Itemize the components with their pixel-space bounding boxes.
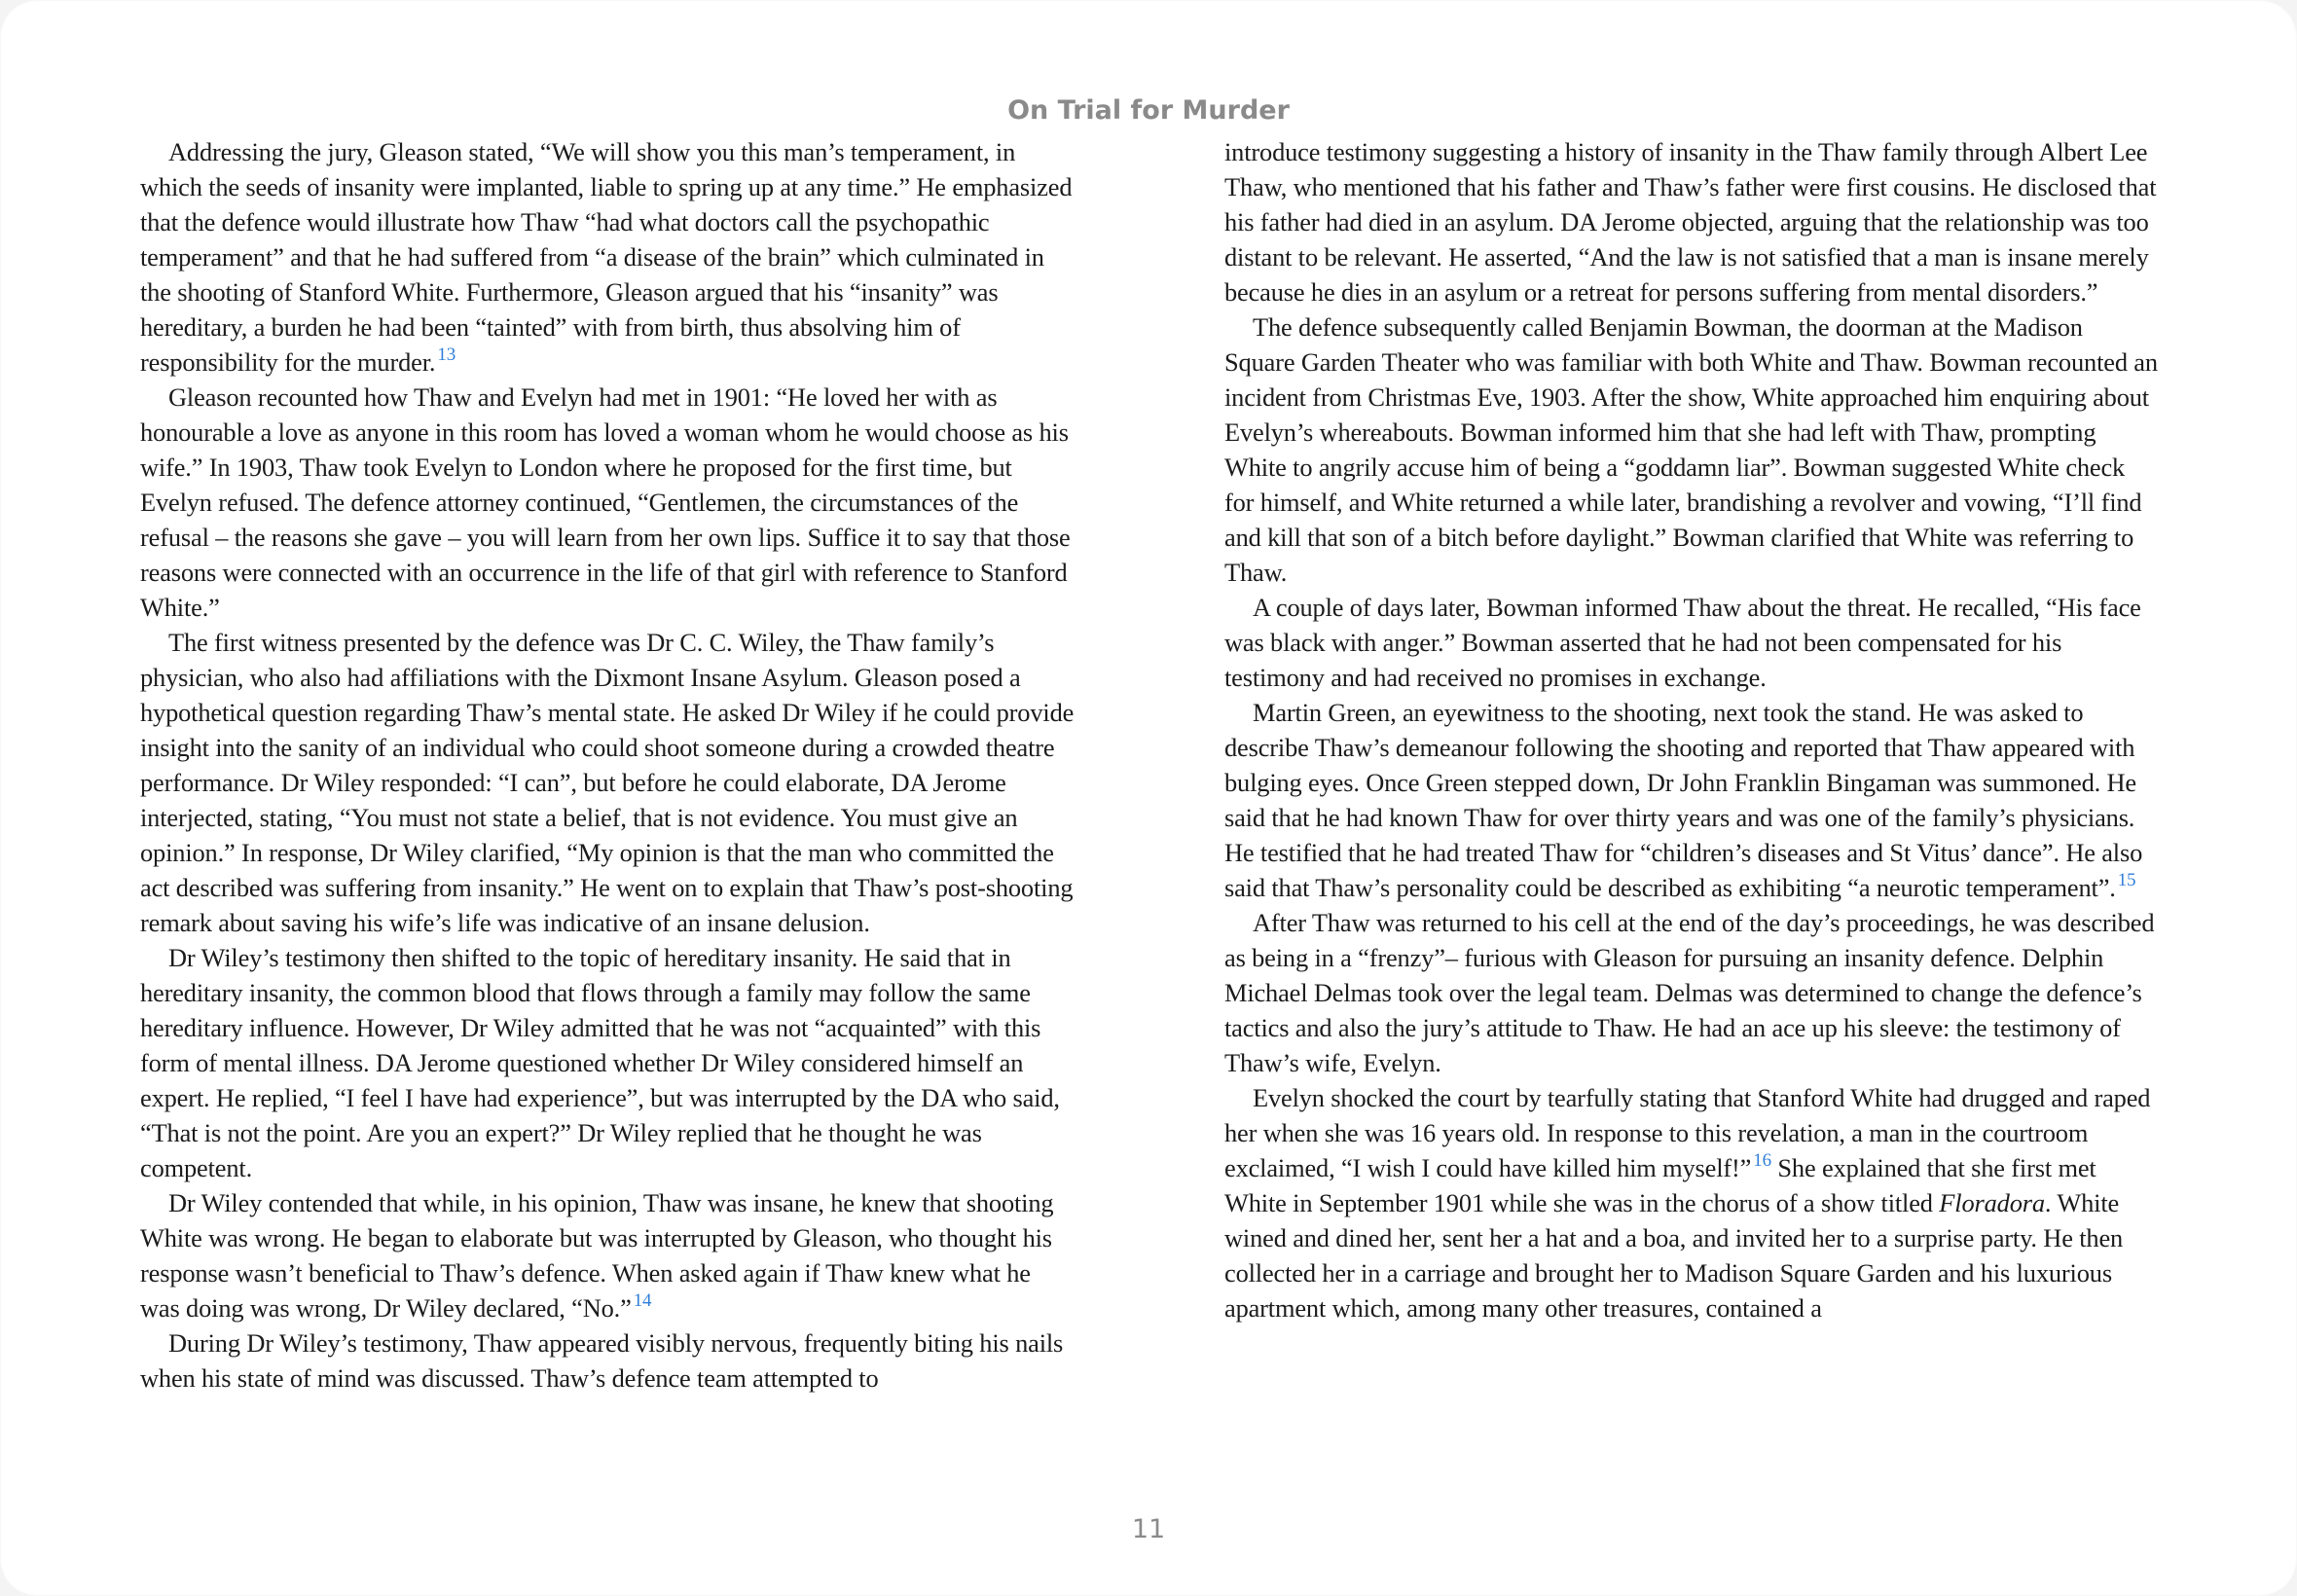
page-number: 11 bbox=[1131, 1514, 1166, 1544]
paragraph bbox=[140, 134, 1075, 380]
paragraph-text: Addressing the jury, Gleason stated, “We will show you this man’s temperament, in which the seeds of insanity were implanted, liable to spring up at any time.” He emphasized that the defence would illustrate how Thaw “had what doctors call the psychopathic temperament” and that he had suffered from “a disease of the brain” which culminated in the shooting of Stanford White. Furthermore, Gleason argued that his “insanity” was hereditary, a burden he had been “tainted” with from birth, thus absolving him of responsibility for the murder. bbox=[140, 137, 1073, 377]
running-title: On Trial for Murder bbox=[1007, 95, 1290, 126]
paragraph-text: Martin Green, an eyewitness to the shooting, next took the stand. He was asked to describe Thaw’s demeanour following the shooting and reported that Thaw appeared with bulging eyes. Once Green stepped down, Dr John Franklin Bingaman was summoned. He said that he had known Thaw for over thirty years and was one of the family’s physicians. He testified that he had treated Thaw for “children’s diseases and St Vitus’ dance”. He also said that Thaw’s personality could be described as exhibiting “a neurotic temperament”. bbox=[1224, 698, 2143, 902]
show-title: Floradora bbox=[1939, 1188, 2045, 1217]
paragraph-text: . White wined and dined her, sent her a hat and a boa, and invited her to a surprise party. He then collected her in a carriage and brought her to Madison Square Garden and his luxurious apartment which, among many other treasures, contained a bbox=[1224, 1188, 2124, 1323]
paragraph: During Dr Wiley’s testimony, Thaw appeared visibly nervous, frequently biting his nails when his state of mind was discussed. Thaw’s defence team attempted to bbox=[140, 1328, 1064, 1393]
paragraph: Gleason recounted how Thaw and Evelyn had met in 1901: “He loved her with as honourable a love as anyone in this room has loved a woman whom he would choose as his wife.” In 1903, Thaw took Evelyn to London where he proposed for the first time, but Evelyn refused. The defence attorney continued, “Gentlemen, the circumstances of the refusal – the reasons she gave – you will learn from her own lips. Suffice it to say that those reasons were connected with an occurrence in the life of that girl with reference to Stanford White.” bbox=[140, 382, 1071, 622]
paragraph bbox=[140, 1185, 1075, 1325]
footnote-link[interactable]: 16 bbox=[1753, 1150, 1771, 1171]
paragraph bbox=[1224, 695, 2159, 905]
paragraph-text: Dr Wiley contended that while, in his opinion, Thaw was insane, he knew that shooting White was wrong. He began to elaborate but was interrupted by Gleason, who thought his response wasn’t beneficial to Thaw’s defence. When asked again if Thaw knew what he was doing was wrong, Dr Wiley declared, “No.” bbox=[140, 1188, 1054, 1323]
right-column bbox=[1224, 134, 2159, 1325]
paragraph bbox=[1224, 1080, 2159, 1325]
paragraph: The defence subsequently called Benjamin Bowman, the doorman at the Madison Square Garden Theater who was familiar with both White and Thaw. Bowman recounted an incident from Christmas Eve, 1903. After the show, White approached him enquiring about Evelyn’s whereabouts. Bowman informed him that she had left with Thaw, prompting White to angrily accuse him of being a “goddamn liar”. Bowman suggested White check for himself, and White returned a while later, brandishing a revolver and vowing, “I’ll find and kill that son of a bitch before daylight.” Bowman clarified that White was referring to Thaw. bbox=[1224, 312, 2158, 587]
footnote-link[interactable]: 13 bbox=[437, 345, 456, 365]
paragraph-text: She explained that she first met White in September 1901 while she was in the chorus of a show titled bbox=[1224, 1153, 2096, 1217]
paragraph: The first witness presented by the defence was Dr C. C. Wiley, the Thaw family’s physician, who also had affiliations with the Dixmont Insane Asylum. Gleason posed a hypothetical question regarding Thaw’s mental state. He asked Dr Wiley if he could provide insight into the sanity of an individual who could shoot someone during a crowded theatre performance. Dr Wiley responded: “I can”, but before he could elaborate, DA Jerome interjected, stating, “You must not state a belief, that is not evidence. You must give an opinion.” In response, Dr Wiley clarified, “My opinion is that the man who committed the act described was suffering from insanity.” He went on to explain that Thaw’s post-shooting remark about saving his wife’s life was indicative of an insane delusion. bbox=[140, 628, 1075, 937]
paragraph: A couple of days later, Bowman informed Thaw about the threat. He recalled, “His face was black with anger.” Bowman asserted that he had not been compensated for his testimony and had received no promises in exchange. bbox=[1224, 593, 2141, 692]
paragraph: After Thaw was returned to his cell at the end of the day’s proceedings, he was described as being in a “frenzy”– furious with Gleason for pursuing an insanity defence. Delphin Michael Delmas took over the legal team. Delmas was determined to change the defence’s tactics and also the jury’s attitude to Thaw. He had an ace up his sleeve: the testimony of Thaw’s wife, Evelyn. bbox=[1224, 908, 2155, 1077]
paragraph-continued: introduce testimony suggesting a history of insanity in the Thaw family through Albert Lee Thaw, who mentioned that his father and Thaw’s father were first cousins. He disclosed that his father had died in an asylum. DA Jerome objected, arguing that the relationship was too distant to be relevant. He asserted, “And the law is not satisfied that a man is insane merely because he dies in an asylum or a retreat for persons suffering from mental disorders.” bbox=[1224, 137, 2157, 307]
left-column bbox=[140, 134, 1075, 1396]
footnote-link[interactable]: 15 bbox=[2117, 870, 2136, 890]
paragraph: Dr Wiley’s testimony then shifted to the topic of hereditary insanity. He said that in hereditary insanity, the common blood that flows through a family may follow the same hereditary influence. However, Dr Wiley admitted that he was not “acquainted” with this form of mental illness. DA Jerome questioned whether Dr Wiley considered himself an expert. He replied, “I feel I have had experience”, but was interrupted by the DA who said, “That is not the point. Are you an expert?” Dr Wiley replied that he thought he was competent. bbox=[140, 943, 1060, 1182]
paragraph-text: Evelyn shocked the court by tearfully stating that Stanford White had drugged and raped her when she was 16 years old. In response to this revelation, a man in the courtroom exclaimed, “I wish I could have killed him myself!” bbox=[1224, 1083, 2151, 1182]
footnote-link[interactable]: 14 bbox=[633, 1290, 652, 1311]
